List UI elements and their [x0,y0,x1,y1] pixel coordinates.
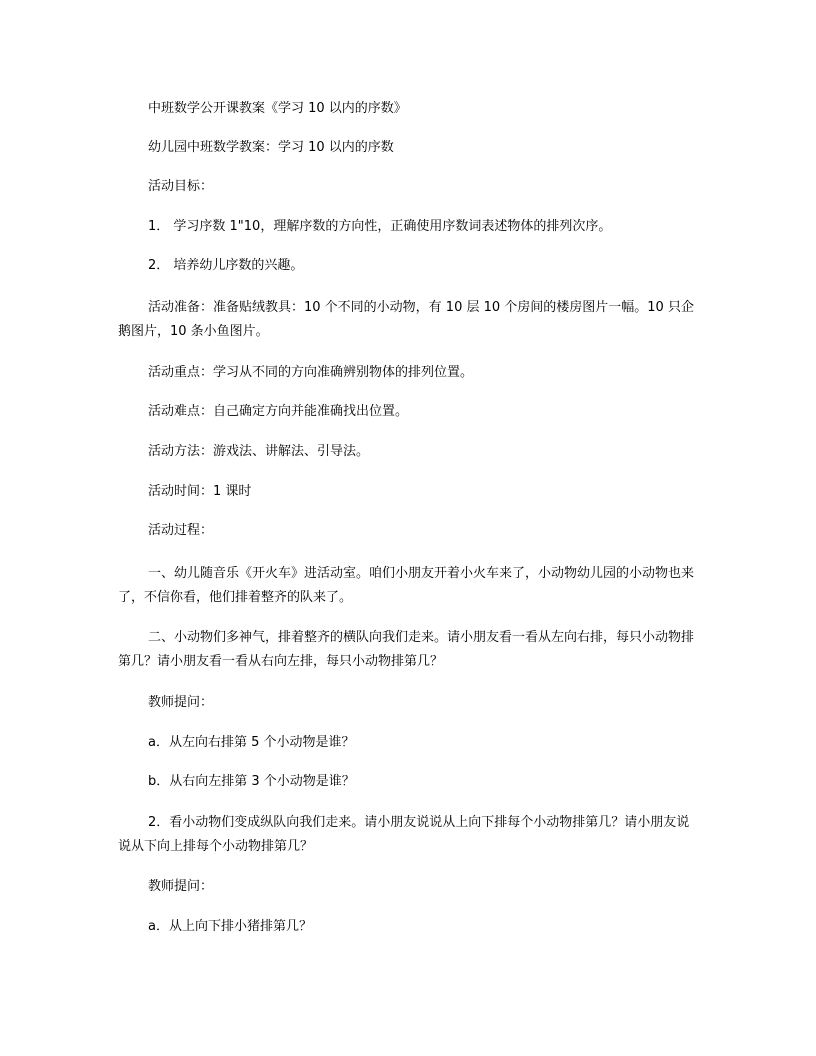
section-heading-goals: 活动目标： [148,179,214,194]
goal-item-1: 1． 学习序数 1"10，理解序数的方向性，正确使用序数词表述物体的排列次序。 [148,219,612,234]
process-step-3: 2．看小动物们变成纵队向我们走来。请小朋友说说从上向下排每个小动物排第几？请小朋友说说从下向上排每个小动物排第几？ [118,815,690,854]
process-step-1: 一、幼儿随音乐《开火车》进活动室。咱们小朋友开着小火车来了，小动物幼儿园的小动物也来了，不信你看，他们排着整齐的队来了。 [118,566,695,605]
teacher-question-label-2: 教师提问： [148,879,214,894]
goal-item-2: 2． 培养幼儿序数的兴趣。 [148,258,304,273]
difficulty-paragraph: 活动难点：自己确定方向并能准确找出位置。 [148,404,409,419]
preparation-paragraph: 活动准备：准备贴绒教具：10 个不同的小动物，有 10 层 10 个房间的楼房图片一幅。10 只企鹅图片，10 条小鱼图片。 [118,300,694,339]
process-step-2: 二、小动物们多神气，排着整齐的横队向我们走来。请小朋友看一看从左向右排，每只小动物排第几？请小朋友看一看从右向左排，每只小动物排第几？ [118,630,695,669]
question-a-2: a．从上向下排小猪排第几？ [148,919,312,934]
document-subtitle: 幼儿园中班数学教案：学习 10 以内的序数 [148,140,394,155]
section-heading-process: 活动过程： [148,523,214,538]
teacher-question-label-1: 教师提问： [148,695,214,710]
duration-paragraph: 活动时间：1 课时 [148,484,252,499]
method-paragraph: 活动方法：游戏法、讲解法、引导法。 [148,444,370,459]
question-a-1: a．从左向右排第 5 个小动物是谁？ [148,735,355,750]
key-point-paragraph: 活动重点：学习从不同的方向准确辨别物体的排列位置。 [148,365,474,380]
question-b-1: b．从右向左排第 3 个小动物是谁？ [148,774,355,789]
document-title: 中班数学公开课教案《学习 10 以内的序数》 [148,101,407,116]
